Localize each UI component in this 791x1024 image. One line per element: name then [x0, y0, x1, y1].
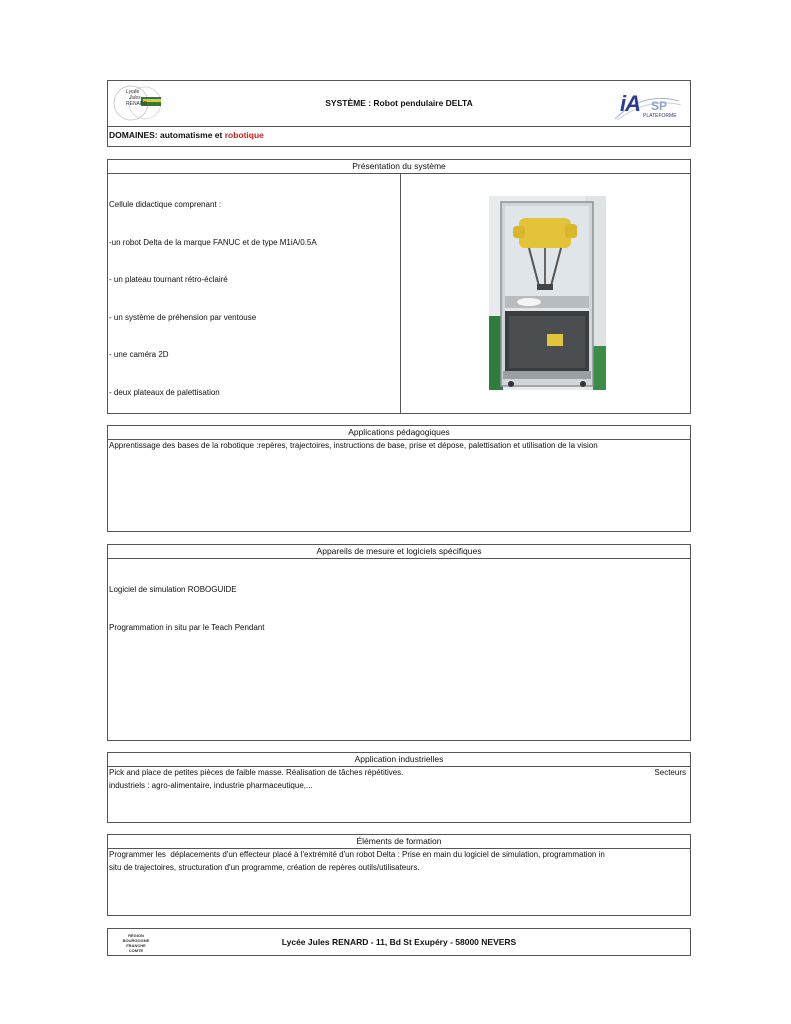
- school-logo-line-1: Lycée: [126, 89, 140, 95]
- appareils-line: Programmation in situ par le Teach Pendant: [109, 622, 265, 632]
- domains-divider: [108, 126, 690, 127]
- region-logo-line-4: COMTE: [128, 948, 144, 953]
- region-logo-line-1: RÉGION: [128, 933, 144, 938]
- platform-logo-letters: iA: [620, 91, 640, 116]
- applications-box: [107, 425, 691, 532]
- appareils-list: [109, 559, 265, 659]
- platform-logo-caption: PLATEFORME: [643, 113, 677, 119]
- region-logo-line-3: FRANCHE: [126, 943, 146, 948]
- industrielles-title: Application industrielles: [108, 753, 690, 767]
- system-title: SYSTÈME : Robot pendulaire DELTA: [325, 98, 473, 108]
- presentation-line: -un robot Delta de la marque FANUC et de type M1iA/0.5A: [109, 237, 317, 247]
- school-logo-line-3: RENARD: [126, 101, 148, 107]
- presentation-title: Présentation du système: [108, 160, 690, 174]
- industrielles-line-1: Pick and place de petites pièces de faible masse. Réalisation de tâches répétitives.: [109, 768, 404, 777]
- robot-photo: [489, 196, 606, 390]
- industrielles-line-1-right: Secteurs: [654, 768, 686, 777]
- formation-box: [107, 834, 691, 916]
- platform-logo-sub-letters: SP: [651, 99, 668, 113]
- presentation-line: Cellule didactique comprenant :: [109, 200, 222, 209]
- domains-prefix: DOMAINES: automatisme et: [109, 130, 225, 140]
- industrielles-line-2: industriels : agro-alimentaire, industrie pharmaceutique,...: [109, 781, 313, 790]
- formation-line-2: situ de trajectoires, structuration d'un programme, création de repères outils/utilisateurs.: [109, 863, 420, 872]
- appareils-box: [107, 544, 691, 741]
- region-logo-line-2: BOURGOGNE: [122, 938, 150, 943]
- presentation-line: - un système de préhension par ventouse: [109, 312, 257, 322]
- presentation-line: - deux plateaux de palettisation: [109, 387, 220, 397]
- presentation-column-divider: [400, 173, 401, 413]
- applications-text: Apprentissage des bases de la robotique :repères, trajectoires, instructions de base, prise et dépose, palettisation et utilisation de la vision: [109, 441, 598, 450]
- platform-logo: [613, 89, 683, 123]
- appareils-line: Logiciel de simulation ROBOGUIDE: [109, 585, 237, 594]
- domains-highlight: robotique: [224, 130, 264, 140]
- formation-title: Éléments de formation: [108, 835, 690, 849]
- presentation-list: [109, 174, 317, 424]
- appareils-title: Appareils de mesure et logiciels spécifiques: [108, 545, 690, 559]
- presentation-line: - un plateau tournant rétro-éclairé: [109, 275, 228, 284]
- presentation-line: - une caméra 2D: [109, 350, 169, 359]
- school-logo-line-2: Jules: [129, 95, 141, 101]
- industrielles-box: [107, 752, 691, 823]
- header-box: [107, 80, 691, 147]
- applications-title: Applications pédagogiques: [108, 426, 690, 440]
- footer-box: [107, 928, 691, 956]
- footer-address: Lycée Jules RENARD - 11, Bd St Exupéry - 58000 NEVERS: [281, 937, 517, 947]
- domains-row: [109, 130, 264, 140]
- presentation-box: [107, 159, 691, 414]
- formation-line-1: Programmer les déplacements d'un effecteur placé à l'extrémité d'un robot Delta : Prise en main du logiciel de simulation, programmation in: [109, 850, 605, 859]
